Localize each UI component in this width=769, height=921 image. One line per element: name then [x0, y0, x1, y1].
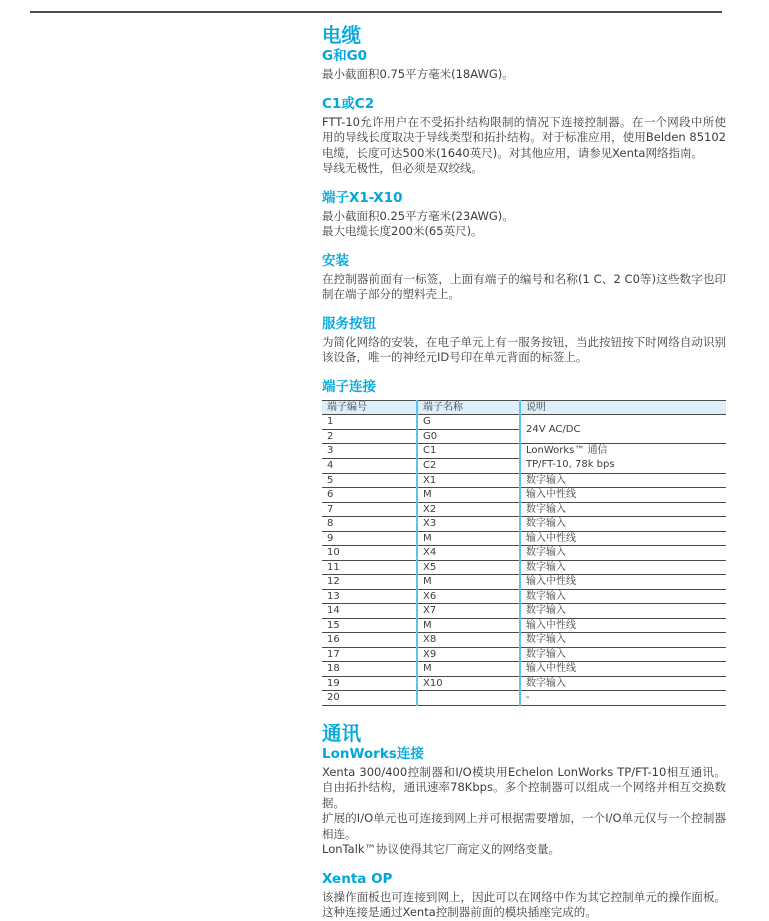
table-cell-no: 15: [322, 618, 417, 633]
table-cell-name: M: [417, 488, 520, 503]
table-cell-name: X2: [417, 502, 520, 517]
table-cell-name: M: [417, 662, 520, 677]
paragraph-xenta-op: 该操作面板也可连接到网上，因此可以在网络中作为其它控制单元的操作面板。这种连接是通过Xenta控制器前面的模块插座完成的。: [322, 889, 726, 920]
paragraph-x1-x10-line1: 最小截面积0.25平方毫米(23AWG)。: [322, 208, 514, 223]
table-cell-desc: 数字输入: [520, 676, 726, 691]
table-row: [322, 589, 726, 604]
section-title-cables: 电缆: [322, 24, 362, 47]
table-cell-name: X6: [417, 589, 520, 604]
table-cell-name: X3: [417, 517, 520, 532]
table-cell-no: 1: [322, 415, 417, 430]
table-cell-desc: 输入中性线: [520, 488, 726, 503]
table-row: [322, 575, 726, 590]
table-cell-desc: [520, 444, 726, 474]
table-row: [322, 618, 726, 633]
table-row: [322, 531, 726, 546]
table-cell-name: M: [417, 618, 520, 633]
table-header-row: [322, 400, 726, 415]
table-cell-desc-line1: LonWorks™ 通信: [526, 445, 608, 456]
table-cell-name: G0: [417, 429, 520, 444]
table-cell-no: 8: [322, 517, 417, 532]
table-cell-no: 17: [322, 647, 417, 662]
table-cell-desc: 24V AC/DC: [520, 415, 726, 444]
paragraph-lonworks-1: Xenta 300/400控制器和I/O模块用Echelon LonWorks TP/FT-10相互通讯。自由拓扑结构，通讯速率78Kbps。多个控制器可以组成一个网络并相互交换数据。: [322, 764, 726, 810]
table-cell-desc: 输入中性线: [520, 531, 726, 546]
table-row: [322, 604, 726, 619]
table-cell-desc: 输入中性线: [520, 575, 726, 590]
table-cell-desc: 输入中性线: [520, 618, 726, 633]
table-cell-no: 19: [322, 676, 417, 691]
table-row: [322, 647, 726, 662]
table-row: [322, 444, 726, 459]
table-row: [322, 502, 726, 517]
table-cell-desc: 数字输入: [520, 517, 726, 532]
table-row: [322, 662, 726, 677]
table-cell-no: 7: [322, 502, 417, 517]
table-header-terminal-name: 端子名称: [417, 400, 520, 415]
table-cell-no: 11: [322, 560, 417, 575]
table-cell-desc: 数字输入: [520, 604, 726, 619]
table-cell-no: 3: [322, 444, 417, 459]
table-cell-no: 5: [322, 473, 417, 488]
heading-terminals-x1-x10: 端子X1-X10: [322, 189, 403, 206]
table-cell-desc: 数字输入: [520, 502, 726, 517]
content-column: [322, 0, 726, 921]
table-cell-desc: 数字输入: [520, 647, 726, 662]
table-row: [322, 517, 726, 532]
table-cell-name: X1: [417, 473, 520, 488]
table-cell-name: [417, 691, 520, 706]
table-header-terminal-number: 端子编号: [322, 400, 417, 415]
section-title-communication: 通讯: [322, 721, 362, 745]
table-cell-no: 14: [322, 604, 417, 619]
paragraph-installation: 在控制器前面有一标签，上面有端子的编号和名称(1 C、2 C0等)这些数字也印制在端子部分的塑料壳上。: [322, 271, 726, 301]
heading-terminal-connections: 端子连接: [322, 378, 376, 395]
table-cell-name: C1: [417, 444, 520, 459]
paragraph-lonworks-3: LonTalk™协议使得其它厂商定义的网络变量。: [322, 842, 561, 857]
paragraph-lonworks-2: 扩展的I/O单元也可连接到网上并可根据需要增加，一个I/O单元仅与一个控制器相连。: [322, 811, 726, 841]
table-cell-desc: -: [520, 691, 726, 706]
table-cell-no: 6: [322, 488, 417, 503]
table-cell-no: 4: [322, 458, 417, 473]
table-cell-no: 13: [322, 589, 417, 604]
table-cell-desc: 数字输入: [520, 633, 726, 648]
table-row: [322, 676, 726, 691]
table-cell-no: 16: [322, 633, 417, 648]
heading-xenta-op: Xenta OP: [322, 870, 393, 887]
table-cell-no: 12: [322, 575, 417, 590]
table-row: [322, 691, 726, 706]
table-cell-desc: 数字输入: [520, 473, 726, 488]
table-cell-name: X8: [417, 633, 520, 648]
paragraph-g-g0: 最小截面积0.75平方毫米(18AWG)。: [322, 67, 514, 81]
heading-installation: 安装: [322, 252, 349, 269]
table-cell-name: X9: [417, 647, 520, 662]
table-row: [322, 560, 726, 575]
table-cell-desc: 数字输入: [520, 560, 726, 575]
terminal-table: [322, 400, 726, 706]
table-cell-name: M: [417, 531, 520, 546]
table-cell-name: M: [417, 575, 520, 590]
table-cell-desc: 输入中性线: [520, 662, 726, 677]
table-cell-name: X5: [417, 560, 520, 575]
table-cell-name: G: [417, 415, 520, 430]
table-row: [322, 633, 726, 648]
table-cell-no: 20: [322, 691, 417, 706]
table-row: [322, 546, 726, 561]
paragraph-c1-c2: FTT-10允许用户在不受拓扑结构限制的情况下连接控制器。在一个网段中所使用的导线长度取决于导线类型和拓扑结构。对于标准应用，使用Belden 85102电缆，长度可达500米(1640英尺)。对其他应用，请参见Xenta网络指南。: [322, 114, 726, 160]
table-row: [322, 473, 726, 488]
table-row: [322, 488, 726, 503]
table-cell-desc-line2: TP/FT-10, 78k bps: [526, 459, 615, 471]
table-cell-name: X4: [417, 546, 520, 561]
table-header-description: 说明: [520, 400, 726, 415]
table-row: [322, 415, 726, 430]
table-cell-name: C2: [417, 458, 520, 473]
table-cell-no: 18: [322, 662, 417, 677]
heading-c1-c2: C1或C2: [322, 95, 375, 112]
table-cell-no: 9: [322, 531, 417, 546]
table-cell-desc: 数字输入: [520, 546, 726, 561]
table-cell-name: X7: [417, 604, 520, 619]
heading-service-button: 服务按钮: [322, 315, 376, 332]
paragraph-x1-x10-line2: 最大电缆长度200米(65英尺)。: [322, 224, 483, 238]
heading-g-g0: G和G0: [322, 48, 368, 64]
table-cell-no: 2: [322, 429, 417, 444]
table-cell-no: 10: [322, 546, 417, 561]
table-cell-name: X10: [417, 676, 520, 691]
paragraph-service-button: 为简化网络的安装，在电子单元上有一服务按钮，当此按钮按下时网络自动识别该设备，唯一的神经元ID号印在单元背面的标签上。: [322, 334, 726, 364]
heading-lonworks-connection: LonWorks连接: [322, 745, 424, 762]
paragraph-c1-c2-note: 导线无极性，但必须是双绞线。: [322, 161, 483, 175]
table-cell-desc: 数字输入: [520, 589, 726, 604]
